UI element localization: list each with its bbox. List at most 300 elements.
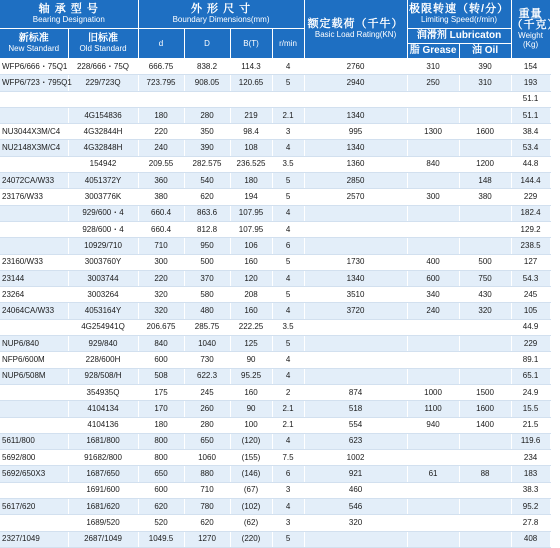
- radius-r-cell: 5: [272, 189, 304, 205]
- bore-d-cell: 600: [138, 482, 184, 498]
- table-row: [0, 173, 550, 189]
- new-standard-cell: [0, 515, 68, 531]
- speed-grease-cell: [407, 205, 459, 221]
- bore-d-cell: 666.75: [138, 59, 184, 75]
- load-rating-cell: [304, 91, 407, 107]
- table-row: [0, 384, 550, 400]
- radius-r-cell: 2.1: [272, 401, 304, 417]
- width-b-cell: 90: [230, 352, 272, 368]
- outer-diameter-cell: 580: [184, 287, 230, 303]
- load-rating-cell: 2760: [304, 59, 407, 75]
- outer-diameter-cell: 370: [184, 270, 230, 286]
- table-row: [0, 303, 550, 319]
- outer-diameter-cell: 880: [184, 466, 230, 482]
- basic-load-rating-header: [304, 0, 407, 59]
- speed-grease-cell: 400: [407, 254, 459, 270]
- radius-r-cell: 4: [272, 368, 304, 384]
- radius-r-cell: 5: [272, 531, 304, 547]
- radius-r-cell: 5: [272, 336, 304, 352]
- speed-grease-cell: [407, 352, 459, 368]
- new-standard-cell: 23160/W33: [0, 254, 68, 270]
- outer-diameter-cell: 282.575: [184, 156, 230, 172]
- width-b-cell: (62): [230, 515, 272, 531]
- table-row: [0, 107, 550, 123]
- new-standard-en: New Standard: [8, 44, 60, 53]
- speed-oil-cell: 148: [459, 173, 511, 189]
- table-row: [0, 270, 550, 286]
- bore-d-cell: [138, 91, 184, 107]
- table-row: [0, 221, 550, 237]
- bore-d-cell: 650: [138, 466, 184, 482]
- radius-r-cell: 4: [272, 205, 304, 221]
- table-row: [0, 336, 550, 352]
- radius-r-cell: [272, 91, 304, 107]
- speed-oil-cell: [459, 336, 511, 352]
- outer-diameter-cell: 780: [184, 499, 230, 515]
- radius-r-cell: 3: [272, 515, 304, 531]
- old-standard-cell: 928/600・4: [68, 221, 138, 237]
- width-b-cell: 160: [230, 384, 272, 400]
- weight-cell: 183: [511, 466, 550, 482]
- bore-d-cell: 180: [138, 107, 184, 123]
- radius-r-cell: 4: [272, 221, 304, 237]
- width-b-cell: (120): [230, 433, 272, 449]
- weight-cell: 24.9: [511, 384, 550, 400]
- old-standard-cell: 1681/800: [68, 433, 138, 449]
- speed-grease-cell: 600: [407, 270, 459, 286]
- speed-oil-cell: [459, 319, 511, 335]
- load-rating-cell: [304, 319, 407, 335]
- width-b-cell: 219: [230, 107, 272, 123]
- outer-diameter-cell: 863.6: [184, 205, 230, 221]
- bore-d-cell: 800: [138, 450, 184, 466]
- speed-oil-cell: [459, 368, 511, 384]
- speed-oil-cell: 380: [459, 189, 511, 205]
- weight-header: [511, 0, 560, 59]
- new-standard-cell: 5611/800: [0, 433, 68, 449]
- speed-oil-cell: 310: [459, 75, 511, 91]
- outer-diameter-cell: 280: [184, 417, 230, 433]
- weight-cell: 38.3: [511, 482, 550, 498]
- new-standard-cell: 5617/620: [0, 499, 68, 515]
- table-row: [0, 352, 550, 368]
- old-standard-cell: 1681/620: [68, 499, 138, 515]
- weight-cell: 65.1: [511, 368, 550, 384]
- bore-d-cell: 840: [138, 336, 184, 352]
- radius-r-cell: 2.1: [272, 107, 304, 123]
- speed-grease-cell: 1100: [407, 401, 459, 417]
- weight-cn-2: （千克）: [511, 19, 560, 31]
- speed-oil-cell: [459, 221, 511, 237]
- outer-diameter-cell: 620: [184, 515, 230, 531]
- speed-oil-cell: [459, 238, 511, 254]
- new-standard-cell: NU3044X3M/C4: [0, 124, 68, 140]
- speed-oil-cell: 88: [459, 466, 511, 482]
- outer-diameter-cell: 1060: [184, 450, 230, 466]
- new-standard-cell: 23144: [0, 270, 68, 286]
- new-standard-header: [0, 29, 68, 59]
- speed-grease-cell: [407, 221, 459, 237]
- table-row: [0, 124, 550, 140]
- width-b-cell: 98.4: [230, 124, 272, 140]
- radius-r-cell: 5: [272, 75, 304, 91]
- old-standard-cell: 354935Q: [68, 384, 138, 400]
- new-standard-cell: 5692/800: [0, 450, 68, 466]
- width-b-cell: 120: [230, 270, 272, 286]
- width-b-cell: [230, 91, 272, 107]
- old-standard-cell: 4104134: [68, 401, 138, 417]
- bore-d-cell: 1049.5: [138, 531, 184, 547]
- width-b-cell: 108: [230, 140, 272, 156]
- speed-grease-cell: 61: [407, 466, 459, 482]
- new-standard-cell: NUP6/508M: [0, 368, 68, 384]
- speed-oil-cell: [459, 107, 511, 123]
- outer-diameter-cell: 390: [184, 140, 230, 156]
- table-row: [0, 287, 550, 303]
- load-rating-cell: [304, 352, 407, 368]
- table-row: [0, 499, 550, 515]
- radius-r-cell: 3: [272, 482, 304, 498]
- table-header: [0, 0, 560, 59]
- speed-oil-cell: 750: [459, 270, 511, 286]
- bore-d-cell: 620: [138, 499, 184, 515]
- load-rating-cell: 2940: [304, 75, 407, 91]
- weight-cell: 245: [511, 287, 550, 303]
- new-standard-cell: [0, 156, 68, 172]
- bore-d-cell: 380: [138, 189, 184, 205]
- new-standard-cell: [0, 107, 68, 123]
- load-rating-cell: [304, 238, 407, 254]
- bore-d-cell: 660.4: [138, 221, 184, 237]
- new-standard-cn: 新标准: [18, 33, 49, 44]
- width-b-cell: 236.525: [230, 156, 272, 172]
- speed-grease-cell: 300: [407, 189, 459, 205]
- speed-oil-cell: 1600: [459, 401, 511, 417]
- load-rating-cell: 554: [304, 417, 407, 433]
- bore-d-cell: 320: [138, 287, 184, 303]
- old-standard-cell: 91682/800: [68, 450, 138, 466]
- width-b-cell: (102): [230, 499, 272, 515]
- radius-r-cell: 4: [272, 433, 304, 449]
- width-b-cell: 180: [230, 173, 272, 189]
- old-standard-cell: 2687/1049: [68, 531, 138, 547]
- weight-en: Weight: [518, 31, 543, 40]
- new-standard-cell: 23176/W33: [0, 189, 68, 205]
- outer-diameter-cell: 950: [184, 238, 230, 254]
- width-b-cell: 120.65: [230, 75, 272, 91]
- outer-diameter-cell: 650: [184, 433, 230, 449]
- speed-oil-cell: 390: [459, 59, 511, 75]
- weight-cell: 51.1: [511, 91, 550, 107]
- new-standard-cell: [0, 205, 68, 221]
- boundary-dimensions-header: [138, 0, 304, 29]
- speed-grease-cell: 840: [407, 156, 459, 172]
- table-row: [0, 482, 550, 498]
- old-standard-cell: 4G32844H: [68, 124, 138, 140]
- table-row: [0, 450, 550, 466]
- new-standard-cell: [0, 91, 68, 107]
- speed-oil-cell: 1600: [459, 124, 511, 140]
- speed-oil-cell: 430: [459, 287, 511, 303]
- bore-d-cell: 800: [138, 433, 184, 449]
- weight-cell: 229: [511, 336, 550, 352]
- speed-oil-cell: [459, 515, 511, 531]
- load-rating-cell: [304, 336, 407, 352]
- old-standard-cell: 929/840: [68, 336, 138, 352]
- bore-d-cell: 300: [138, 254, 184, 270]
- load-rating-cell: [304, 368, 407, 384]
- outer-diameter-cell: 622.3: [184, 368, 230, 384]
- outer-diameter-cell: [184, 91, 230, 107]
- outer-diameter-cell: 730: [184, 352, 230, 368]
- speed-grease-cell: [407, 482, 459, 498]
- speed-grease-cell: [407, 336, 459, 352]
- speed-oil-cell: 1400: [459, 417, 511, 433]
- load-rating-cell: 2570: [304, 189, 407, 205]
- load-rating-cell: 623: [304, 433, 407, 449]
- weight-cell: 54.3: [511, 270, 550, 286]
- radius-r-cell: 3.5: [272, 319, 304, 335]
- outer-diameter-cell: 260: [184, 401, 230, 417]
- old-standard-cell: 1691/600: [68, 482, 138, 498]
- weight-cell: 51.1: [511, 107, 550, 123]
- col-D-header: D: [184, 29, 230, 59]
- width-b-cell: 107.95: [230, 205, 272, 221]
- speed-grease-cell: [407, 450, 459, 466]
- col-B-header: B(T): [230, 29, 272, 59]
- outer-diameter-cell: 812.8: [184, 221, 230, 237]
- speed-grease-cell: 1300: [407, 124, 459, 140]
- bore-d-cell: 240: [138, 140, 184, 156]
- oil-header: 油 Oil: [459, 44, 511, 59]
- width-b-cell: 208: [230, 287, 272, 303]
- width-b-cell: 222.25: [230, 319, 272, 335]
- speed-oil-cell: [459, 450, 511, 466]
- new-standard-cell: [0, 319, 68, 335]
- old-standard-cell: 229/723Q: [68, 75, 138, 91]
- old-standard-cell: 3003744: [68, 270, 138, 286]
- width-b-cell: 160: [230, 303, 272, 319]
- load-rating-cell: 460: [304, 482, 407, 498]
- outer-diameter-cell: 838.2: [184, 59, 230, 75]
- speed-oil-cell: [459, 499, 511, 515]
- old-standard-header: [68, 29, 138, 59]
- outer-diameter-cell: 620: [184, 189, 230, 205]
- radius-r-cell: 3: [272, 124, 304, 140]
- load-rating-cell: 1340: [304, 107, 407, 123]
- old-standard-cell: 929/600・4: [68, 205, 138, 221]
- new-standard-cell: WFP6/723・795Q1: [0, 75, 68, 91]
- radius-r-cell: 5: [272, 173, 304, 189]
- width-b-cell: 107.95: [230, 221, 272, 237]
- old-standard-cell: 4G154836: [68, 107, 138, 123]
- weight-cell: 95.2: [511, 499, 550, 515]
- load-rating-cell: [304, 221, 407, 237]
- new-standard-cell: NFP6/600M: [0, 352, 68, 368]
- outer-diameter-cell: 500: [184, 254, 230, 270]
- weight-cell: 408: [511, 531, 550, 547]
- table-row: [0, 91, 550, 107]
- new-standard-cell: 2327/1049: [0, 531, 68, 547]
- bore-d-cell: 710: [138, 238, 184, 254]
- table-row: [0, 205, 550, 221]
- weight-cell: 44.9: [511, 319, 550, 335]
- outer-diameter-cell: 710: [184, 482, 230, 498]
- weight-cell: 44.8: [511, 156, 550, 172]
- boundary-dimensions-en: Boundary Dimensions(mm): [172, 15, 270, 24]
- table-row: [0, 401, 550, 417]
- width-b-cell: 114.3: [230, 59, 272, 75]
- radius-r-cell: 4: [272, 270, 304, 286]
- outer-diameter-cell: 280: [184, 107, 230, 123]
- old-standard-cell: 1689/520: [68, 515, 138, 531]
- table-row: [0, 238, 550, 254]
- speed-grease-cell: 940: [407, 417, 459, 433]
- speed-oil-cell: 1200: [459, 156, 511, 172]
- weight-cell: 89.1: [511, 352, 550, 368]
- speed-oil-cell: 1500: [459, 384, 511, 400]
- radius-r-cell: 4: [272, 140, 304, 156]
- table-row: [0, 433, 550, 449]
- old-standard-cell: 928/508/H: [68, 368, 138, 384]
- speed-grease-cell: [407, 368, 459, 384]
- old-standard-cell: [68, 91, 138, 107]
- load-rating-cell: 874: [304, 384, 407, 400]
- outer-diameter-cell: 350: [184, 124, 230, 140]
- radius-r-cell: 4: [272, 499, 304, 515]
- bore-d-cell: 520: [138, 515, 184, 531]
- table-body: [0, 59, 550, 548]
- speed-oil-cell: [459, 352, 511, 368]
- radius-r-cell: 2: [272, 384, 304, 400]
- radius-r-cell: 7.5: [272, 450, 304, 466]
- outer-diameter-cell: 245: [184, 384, 230, 400]
- outer-diameter-cell: 480: [184, 303, 230, 319]
- new-standard-cell: [0, 384, 68, 400]
- load-rating-cell: 546: [304, 499, 407, 515]
- width-b-cell: (67): [230, 482, 272, 498]
- weight-unit: (Kg): [523, 40, 539, 49]
- speed-oil-cell: 320: [459, 303, 511, 319]
- load-rating-cell: 1002: [304, 450, 407, 466]
- table-row: [0, 254, 550, 270]
- weight-cell: 119.6: [511, 433, 550, 449]
- old-standard-cn: 旧标准: [88, 33, 118, 44]
- table-row: [0, 75, 550, 91]
- speed-grease-cell: [407, 531, 459, 547]
- grease-header: 脂 Grease: [407, 44, 459, 59]
- speed-grease-cell: 340: [407, 287, 459, 303]
- speed-grease-cell: [407, 433, 459, 449]
- bore-d-cell: 660.4: [138, 205, 184, 221]
- weight-cell: 53.4: [511, 140, 550, 156]
- old-standard-cell: 4053164Y: [68, 303, 138, 319]
- load-rating-cell: 2850: [304, 173, 407, 189]
- weight-cn-1: 重量: [518, 8, 543, 20]
- bore-d-cell: 170: [138, 401, 184, 417]
- speed-grease-cell: 310: [407, 59, 459, 75]
- speed-oil-cell: [459, 140, 511, 156]
- weight-cell: 182.4: [511, 205, 550, 221]
- bore-d-cell: 175: [138, 384, 184, 400]
- radius-r-cell: 4: [272, 303, 304, 319]
- new-standard-cell: [0, 221, 68, 237]
- weight-cell: 15.5: [511, 401, 550, 417]
- weight-cell: 238.5: [511, 238, 550, 254]
- load-rating-cell: 1360: [304, 156, 407, 172]
- new-standard-cell: [0, 238, 68, 254]
- old-standard-cell: 3003776K: [68, 189, 138, 205]
- weight-cell: 234: [511, 450, 550, 466]
- weight-cell: 27.8: [511, 515, 550, 531]
- new-standard-cell: [0, 417, 68, 433]
- radius-r-cell: 6: [272, 466, 304, 482]
- weight-cell: 105: [511, 303, 550, 319]
- col-r-header: r/min: [272, 29, 304, 59]
- speed-oil-cell: 500: [459, 254, 511, 270]
- bore-d-cell: 220: [138, 270, 184, 286]
- bore-d-cell: 723.795: [138, 75, 184, 91]
- speed-grease-cell: [407, 238, 459, 254]
- new-standard-cell: 5692/650X3: [0, 466, 68, 482]
- old-standard-cell: 3003264: [68, 287, 138, 303]
- new-standard-cell: NU2148X3M/C4: [0, 140, 68, 156]
- new-standard-cell: NUP6/840: [0, 336, 68, 352]
- outer-diameter-cell: 540: [184, 173, 230, 189]
- radius-r-cell: 2.1: [272, 417, 304, 433]
- width-b-cell: (146): [230, 466, 272, 482]
- bore-d-cell: 600: [138, 352, 184, 368]
- bore-d-cell: 206.675: [138, 319, 184, 335]
- new-standard-cell: [0, 482, 68, 498]
- table-row: [0, 59, 550, 75]
- speed-grease-cell: [407, 173, 459, 189]
- old-standard-cell: 4051372Y: [68, 173, 138, 189]
- weight-cell: 229: [511, 189, 550, 205]
- speed-oil-cell: [459, 433, 511, 449]
- old-standard-cell: 10929/710: [68, 238, 138, 254]
- new-standard-cell: 24064CA/W33: [0, 303, 68, 319]
- bearing-designation-header: [0, 0, 138, 29]
- width-b-cell: 106: [230, 238, 272, 254]
- basic-load-rating-cn: 额定载荷（千牛）: [307, 18, 404, 30]
- outer-diameter-cell: 1270: [184, 531, 230, 547]
- load-rating-cell: 518: [304, 401, 407, 417]
- speed-grease-cell: 250: [407, 75, 459, 91]
- old-standard-cell: 3003760Y: [68, 254, 138, 270]
- outer-diameter-cell: 285.75: [184, 319, 230, 335]
- table-row: [0, 368, 550, 384]
- speed-grease-cell: [407, 499, 459, 515]
- boundary-dimensions-cn: 外 形 尺 寸: [190, 3, 252, 15]
- radius-r-cell: 5: [272, 287, 304, 303]
- weight-cell: 21.5: [511, 417, 550, 433]
- width-b-cell: 194: [230, 189, 272, 205]
- table-row: [0, 319, 550, 335]
- limiting-speed-cn: 极限转速（转/分）: [409, 3, 510, 15]
- speed-grease-cell: 240: [407, 303, 459, 319]
- width-b-cell: 90: [230, 401, 272, 417]
- limiting-speed-en: Limiting Speed(r/min): [421, 15, 498, 24]
- load-rating-cell: [304, 205, 407, 221]
- load-rating-cell: 1730: [304, 254, 407, 270]
- table-row: [0, 515, 550, 531]
- bore-d-cell: 360: [138, 173, 184, 189]
- load-rating-cell: 1340: [304, 140, 407, 156]
- weight-cell: 127: [511, 254, 550, 270]
- load-rating-cell: 3720: [304, 303, 407, 319]
- width-b-cell: 100: [230, 417, 272, 433]
